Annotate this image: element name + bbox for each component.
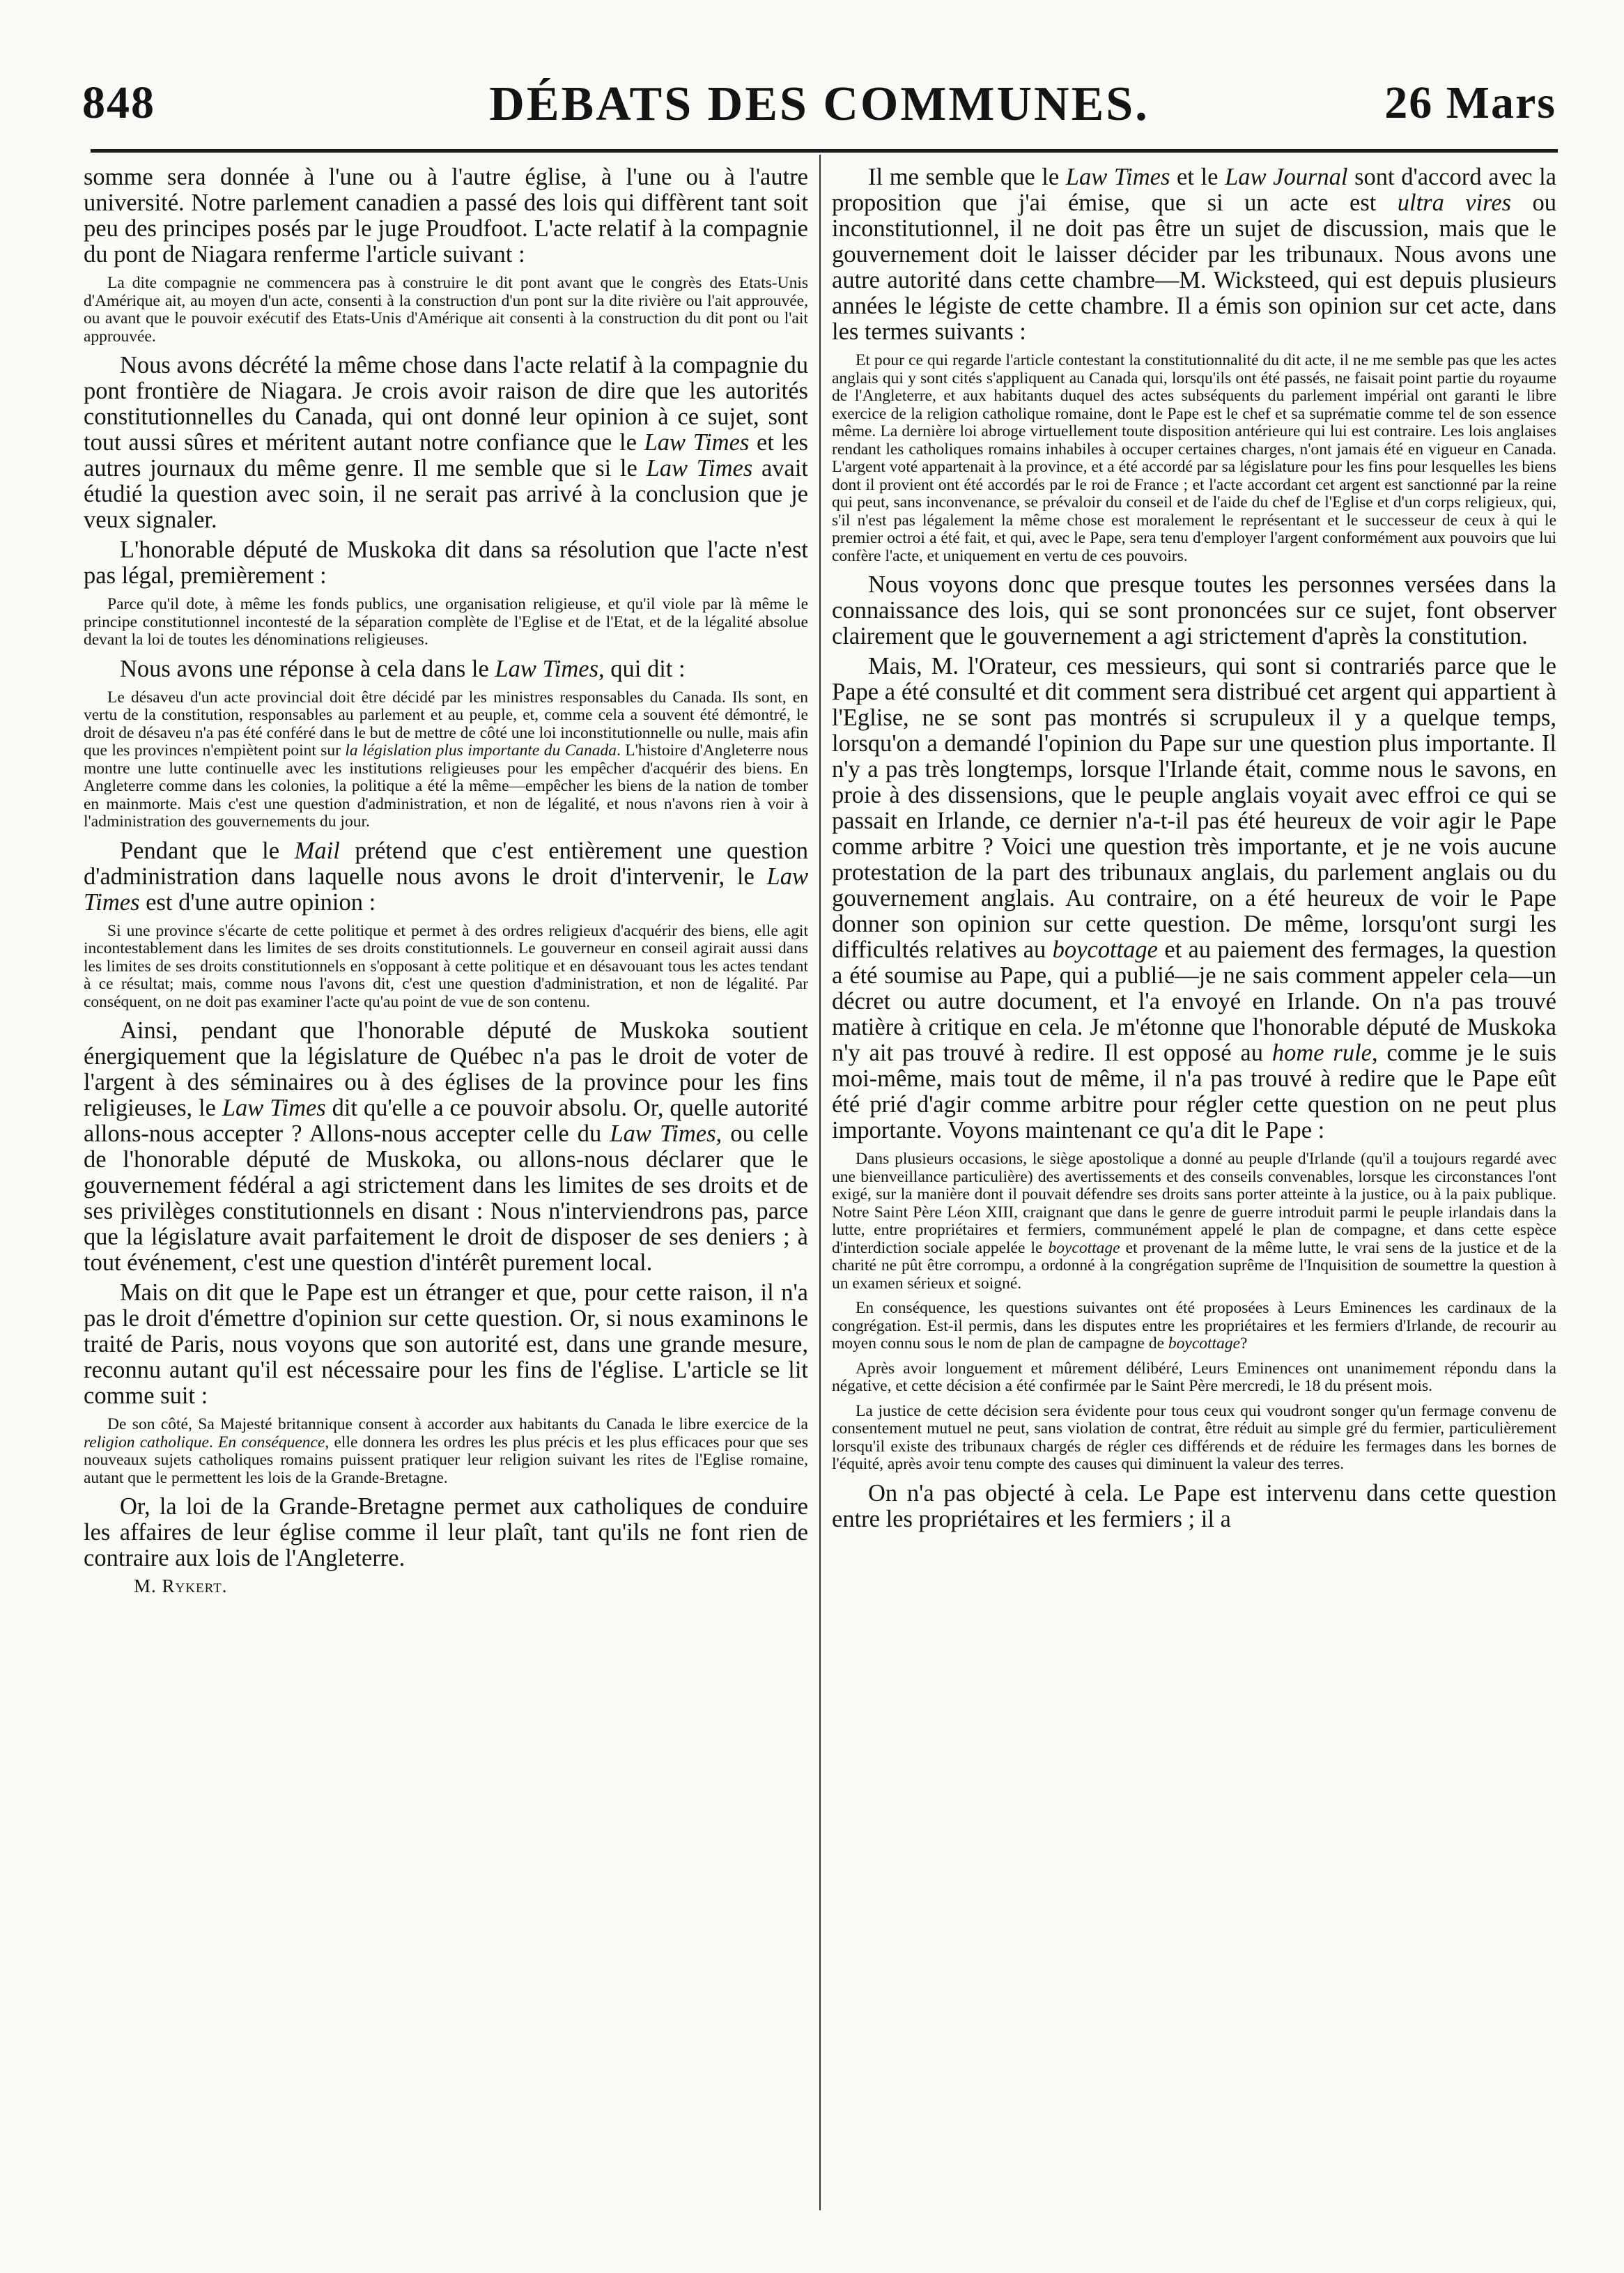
paragraph: Nous voyons donc que presque toutes les personnes versées dans la connaissance des lois, qui se sont prononcées sur ce sujet, font observer clairement que le gouvernement a agi strictement d'après la constitution. <box>832 571 1556 649</box>
paragraph: Mais, M. l'Orateur, ces messieurs, qui sont si contrariés parce que le Pape a été consulté et dit comment sera distribué cet argent qui appartient à l'Eglise, ne se sont pas montrés si scrupuleux il y a quelque temps, lorsqu'on a demandé l'opinion du Pape sur une question plus importante. Il n'y a pas très longtemps, lorsque l'Irlande était, comme nous le savons, en proie à des dissensions, que le peuple anglais voyait avec effroi ce qui se passait en Irlande, ce dernier n'a-t-il pas été heureux de voir agir le Pape comme arbitre ? Voici une question très importante, et je ne vois aucune protestation de la part des tribunaux anglais, du parlement anglais ou du gouvernement anglais. Au contraire, on a été heureux de voir le Pape donner son opinion sur cette question. De même, lorsqu'ont surgi les difficultés relatives au boycottage et au paiement des fermages, la question a été soumise au Pape, qui a publié—je ne sais comment appeler cela—un décret ou autre document, et l'a envoyé en Irlande. On n'a pas trouvé matière à critique en cela. Je m'étonne que l'honorable député de Muskoka n'y ait pas trouvé à redire. Il est opposé au home rule, comme je le suis moi-même, mais tout de même, il n'a pas trouvé à redire que le Pape eût été prié d'agir comme arbitre pour régler cette question on ne peut plus importante. Voyons maintenant ce qu'a dit le Pape : <box>832 653 1556 1143</box>
paragraph: somme sera donnée à l'une ou à l'autre église, à l'une ou à l'autre université. Notre parlement canadien a passé des lois qui diffèrent tant soit peu des principes posés par le juge Proudfoot. L'acte relatif à la compagnie du pont de Niagara renferme l'article suivant : <box>84 164 808 268</box>
quoted-text: Le désaveu d'un acte provincial doit être décidé par les ministres responsables du Canada. Ils sont, en vertu de la constitution, responsables au parlement et au peuple, et, comme cela a souvent été démontré, le droit de désaveu n'a pas été conféré dans le but de mettre de côté une loi inconstitutionnelle ou nulle, mais afin que les provinces n'empiètent point sur la législation plus importante du Canada. L'histoire d'Angleterre nous montre une lutte continuelle avec les institutions religieuses pour les empêcher d'acquérir des biens. En Angleterre comme dans les colonies, la politique a été la même—empêcher les biens de la nation de tomber en mainmorte. Mais c'est une question d'administration, et non de légalité, et nous n'avons rien à voir à l'administration des gouvernements du jour. <box>84 688 808 831</box>
running-date: 26 Mars <box>1384 77 1556 128</box>
quoted-text: Après avoir longuement et mûrement délibéré, Leurs Eminences ont unanimement répondu dans la négative, et cette décision a été confirmée par le Saint Père mercredi, le 18 du présent mois. <box>832 1359 1556 1395</box>
paragraph: Nous avons une réponse à cela dans le Law Times, qui dit : <box>120 655 686 682</box>
page-number: 848 <box>82 77 155 128</box>
quoted-text: De son côté, Sa Majesté britannique consent à accorder aux habitants du Canada le libre exercice de la religion catholique. En conséquence, elle donnera les ordres les plus précis et les plus efficaces pour que ses nouveaux sujets catholiques romains puissent pratiquer leur religion suivant les rites de l'Eglise romaine, autant que le permettent les lois de la Grande-Bretagne. <box>84 1415 808 1487</box>
column-divider <box>819 155 821 2210</box>
header-rule <box>91 149 1558 153</box>
paragraph: L'honorable député de Muskoka dit dans sa résolution que l'acte n'est pas légal, premièrement : <box>84 537 808 589</box>
paragraph: Or, la loi de la Grande-Bretagne permet aux catholiques de conduire les affaires de leur église comme il leur plaît, tant qu'ils ne font rien de contraire aux lois de l'Angleterre. <box>84 1493 808 1571</box>
right-column <box>832 164 1556 2185</box>
paragraph: Mais on dit que le Pape est un étranger et que, pour cette raison, il n'a pas le droit d'émettre d'opinion sur cette question. Or, si nous examinons le traité de Paris, nous voyons que son autorité est, dans une grande mesure, reconnu autant qu'il est nécessaire pour les fins de l'église. L'article se lit comme suit : <box>84 1279 808 1409</box>
running-title: DÉBATS DES COMMUNES. <box>489 77 1150 131</box>
quoted-text: Dans plusieurs occasions, le siège apostolique a donné au peuple d'Irlande (qu'il a toujours regardé avec une bienveillance particulière) des avertissements et des conseils convenables, lorsque les circonstances l'ont exigé, sur la manière dont il pouvait défendre ses droits sans porter atteinte à la justice, ou à la paix publique. Notre Saint Père Léon XIII, craignant que dans le genre de guerre introduit parmi le peuple irlandais dans la lutte, entre propriétaires et fermiers, communément appelé le plan de compagne, et dans cette espèce d'interdiction sociale appelée le boycottage et provenant de la même lutte, le vrai sens de la justice et de la charité ne pût être corrompu, a ordonné à la congrégation suprême de l'Inquisition de soumettre la question à un examen sérieux et soigné. <box>832 1150 1556 1293</box>
paragraph: On n'a pas objecté à cela. Le Pape est intervenu dans cette question entre les propriétaires et les fermiers ; il a <box>832 1479 1556 1532</box>
left-column <box>84 164 808 2220</box>
quoted-text: En conséquence, les questions suivantes ont été proposées à Leurs Eminences les cardinaux de la congrégation. Est-il permis, dans les disputes entre les propriétaires et les fermiers d'Irlande, de recourir au moyen connu sous le nom de plan de campagne de boycottage? <box>832 1299 1556 1353</box>
paragraph: Il me semble que le Law Times et le Law Journal sont d'accord avec la proposition que j'ai émise, que si un acte est ultra vires ou inconstitutionnel, il ne doit pas être un sujet de discussion, mais que le gouvernement doit le laisser décider par les tribunaux. Nous avons une autre autorité dans cette chambre—M. Wicksteed, qui est depuis plusieurs années le légiste de cette chambre. Il a émis son opinion sur cet acte, dans les termes suivants : <box>832 164 1556 345</box>
paragraph: Pendant que le Mail prétend que c'est entièrement une question d'administration dans laquelle nous avons le droit d'intervenir, le Law Times est d'une autre opinion : <box>84 837 808 916</box>
quoted-text: Parce qu'il dote, à même les fonds publics, une organisation religieuse, et qu'il viole par là même le principe constitutionnel incontesté de la séparation complète de l'Eglise et de l'Etat, et de la légalité absolue devant la loi de toutes les dénominations religieuses. <box>84 595 808 649</box>
quoted-text: La justice de cette décision sera évidente pour tous ceux qui voudront songer qu'un fermage convenu de consentement mutuel ne peut, sans violation de contrat, être réduit au simple gré du fermier, particulièrement lorsqu'il existe des tribunaux chargés de régler ces différends et de réduire les fermages dans les bornes de l'équité, après avoir tenu compte des causes qui diminuent la valeur des terres. <box>832 1401 1556 1473</box>
quoted-text: Si une province s'écarte de cette politique et permet à des ordres religieux d'acquérir des biens, elle agit incontestablement dans les limites de ses droits constitutionnels. Le gouverneur en conseil agirait aussi dans les limites de ses droits constitutionnels en s'opposant à cette politique et en désavouant tous les actes tendant à ce résultat; mais, comme nous l'avons dit, c'est une question d'administration, et non de légalité. Par conséquent, on ne doit pas examiner l'acte qu'au point de vue de son contenu. <box>84 921 808 1011</box>
speaker-signature: M. Rykert. <box>134 1575 228 1596</box>
page-header <box>82 77 1556 144</box>
paragraph: Nous avons décrété la même chose dans l'acte relatif à la compagnie du pont frontière de Niagara. Je crois avoir raison de dire que les autorités constitutionnelles du Canada, qui ont donné leur opinion à ce sujet, sont tout aussi sûres et méritent autant notre confiance que le Law Times et les autres journaux du même genre. Il me semble que si le Law Times avait étudié la question avec soin, il ne serait pas arrivé à la conclusion que je veux signaler. <box>84 352 808 533</box>
quoted-text: La dite compagnie ne commencera pas à construire le dit pont avant que le congrès des Etats-Unis d'Amérique ait, au moyen d'un acte, consenti à la construction d'un pont sur la dite rivière ou l'ait approuvée, ou avant que le pouvoir exécutif des Etats-Unis d'Amérique ait consenti à la construction du dit pont ou l'ait approuvée. <box>84 274 808 346</box>
paragraph: Ainsi, pendant que l'honorable député de Muskoka soutient énergiquement que la législature de Québec n'a pas le droit de voter de l'argent à des séminaires ou à des églises de la province pour les fins religieuses, le Law Times dit qu'elle a ce pouvoir absolu. Or, quelle autorité allons-nous accepter ? Allons-nous accepter celle du Law Times, ou celle de l'honorable député de Muskoka, ou allons-nous déclarer que le gouvernement fédéral a agi strictement dans les limites de ses droits et de ses privilèges constitutionnels en disant : Nous n'interviendrons pas, parce que la législature avait parfaitement le droit de disposer de ses deniers ; à tout événement, c'est une question d'intérêt purement local. <box>84 1017 808 1276</box>
quoted-text: Et pour ce qui regarde l'article contestant la constitutionnalité du dit acte, il ne me semble pas que les actes anglais qui y sont cités s'appliquent au Canada qui, lorsqu'ils ont été passés, ne faisait point partie du royaume de l'Angleterre, et aux habitants duquel des actes subséquents du parlement impérial ont garanti le libre exercice de la religion catholique romaine, dont le Pape est le chef et sa suprématie comme tel de son essence même. La dernière loi abroge virtuellement toute disposition antérieure qui lui est contraire. Les lois anglaises rendant les catholiques romains inhabiles à occuper certaines charges, n'ont jamais été en vigueur en Canada. L'argent voté appartenait à la province, et a été accordé par sa législature pour les fins pour lesquelles les biens dont il provient ont été accordés par le roi de France ; et l'acte accordant cet argent est sanctionné par la reine qui peut, sans inconvenance, se prévaloir du conseil et de l'aide du chef de l'Eglise et d'un corps religieux, qui, s'il n'est pas légalement la même chose est moralement le représentant et le successeur de ceux à qui le premier octroi a été fait, et qui, avec le Pape, sera tenu d'employer l'argent conformément aux pouvoirs que lui confère l'acte, et uniquement en vertu de ces pouvoirs. <box>832 351 1556 565</box>
